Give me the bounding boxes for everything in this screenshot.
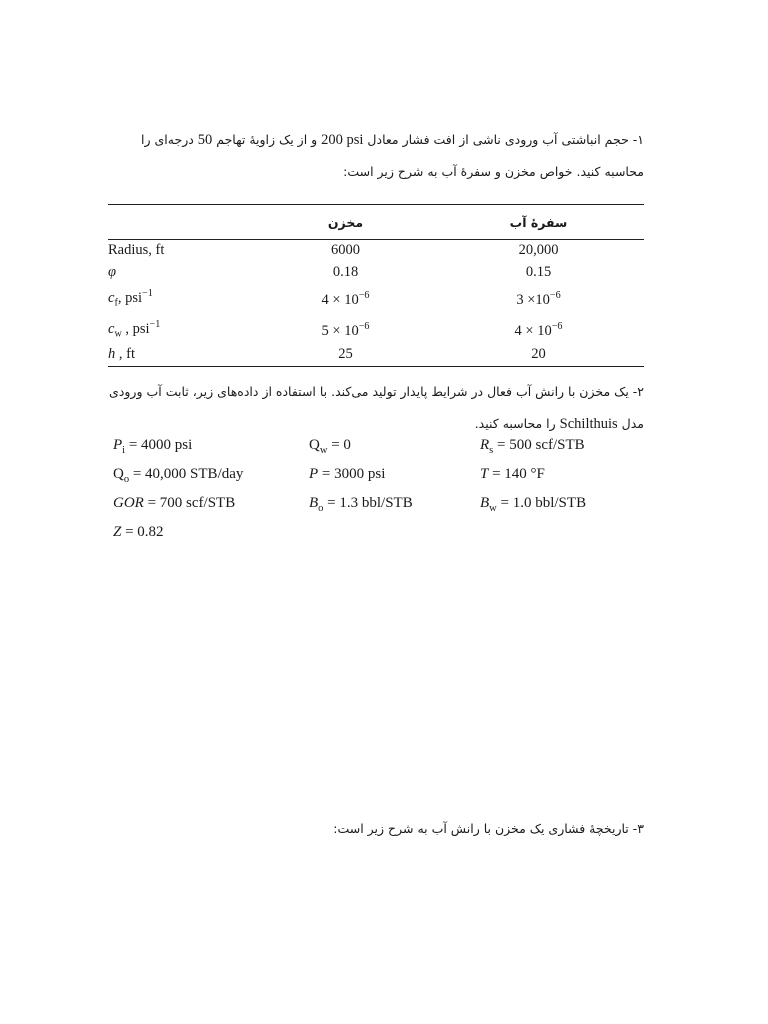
unit: , psi [121, 320, 150, 337]
question-2-text [108, 376, 644, 440]
exponent: −6 [358, 320, 370, 332]
properties-table [108, 204, 644, 367]
unit: , ft [115, 346, 135, 363]
param-temperature: T = 140 °F [480, 466, 545, 482]
param-row [113, 466, 653, 495]
header-label-col [108, 205, 258, 240]
mantissa: 4 × 10 [514, 322, 552, 339]
aquifer-value: 20,000 [518, 242, 559, 259]
param-row [113, 437, 653, 466]
reservoir-value: 25 [258, 344, 433, 366]
row-label [108, 283, 258, 314]
header-reservoir: مخزن [258, 205, 433, 240]
param-row [113, 524, 653, 553]
symbol: h [108, 346, 116, 363]
superscript: −1 [141, 287, 153, 299]
header-aquifer: سفرهٔ آب [433, 205, 644, 240]
unit: , psi [117, 289, 142, 306]
q1-text-part: و از یک زاویهٔ تهاجم [212, 132, 322, 147]
symbol: c [108, 289, 115, 306]
row-label [108, 344, 258, 366]
param-initial-pressure: $P_i = 4000$ psi [113, 437, 193, 456]
reservoir-value [258, 283, 433, 314]
param-water-rate: $Q_w = 0$ [309, 437, 351, 456]
exponent: −6 [549, 290, 561, 302]
q2-line-2 [108, 408, 644, 440]
aquifer-value: 20 [433, 344, 644, 366]
param-solution-gor: $R_s = 500$ scf/STB [480, 437, 585, 456]
param-oil-fvf: $B_o = 1.3$ bbl/STB [309, 495, 413, 514]
reservoir-value [258, 314, 433, 345]
aquifer-value: 0.15 [525, 263, 552, 280]
param-z-factor: Z = 0.82 [113, 524, 164, 540]
table-row-porosity [108, 261, 644, 282]
question-3-text: ۳- تاریخچهٔ فشاری یک مخزن با رانش آب به شرح زیر است: [333, 821, 644, 836]
parameters-list [113, 437, 653, 553]
model-name: Schilthuis [559, 416, 618, 432]
subscript: f [114, 297, 118, 309]
row-label: Radius, ft [108, 242, 165, 259]
table-row-cf [108, 283, 644, 314]
q1-angle-value: 50 [197, 132, 213, 148]
table-row-thickness [108, 344, 644, 366]
param-oil-rate: $Q_o = 40,000$ STB/day [113, 466, 244, 485]
param-water-fvf: $B_w = 1.0$ bbl/STB [480, 495, 587, 514]
table-row-radius [108, 240, 644, 262]
exponent: −6 [551, 320, 563, 332]
exponent: −6 [358, 290, 370, 302]
superscript: −1 [149, 318, 161, 330]
q2-text-part: را محاسبه کنید. [474, 416, 560, 431]
subscript: w [114, 328, 122, 340]
q1-text-part: ۱- حجم انباشتی آب ورودی ناشی از افت فشار معادل [363, 132, 644, 147]
mantissa: 5 × 10 [321, 322, 359, 339]
param-gor: GOR = 700 scf/STB [113, 495, 236, 511]
reservoir-value: 0.18 [332, 263, 359, 280]
aquifer-value [433, 314, 644, 345]
mantissa: 4 × 10 [321, 292, 359, 309]
table-row-cw [108, 314, 644, 345]
question-1-text [108, 124, 644, 188]
q2-line-1: ۲- یک مخزن با رانش آب فعال در شرایط پایدار تولید می‌کند. با استفاده از داده‌های زیر، ثابت آب ورودی [109, 384, 644, 399]
param-pressure: P = 3000 psi [309, 466, 386, 482]
row-label [108, 261, 258, 282]
porosity-symbol: φ [108, 263, 117, 280]
param-row [113, 495, 653, 524]
q1-pressure-value: 200 psi [321, 132, 364, 148]
symbol: c [108, 320, 115, 337]
mantissa: 3 ×10 [516, 292, 550, 309]
table-header-row [108, 205, 644, 240]
q2-text-part: مدل [617, 416, 644, 431]
row-label [108, 314, 258, 345]
reservoir-value: 6000 [331, 242, 360, 259]
q1-text-part: درجه‌ای را محاسبه کنید. خواص مخزن و سفرهٔ آب به شرح زیر است: [141, 132, 644, 179]
aquifer-value [433, 283, 644, 314]
